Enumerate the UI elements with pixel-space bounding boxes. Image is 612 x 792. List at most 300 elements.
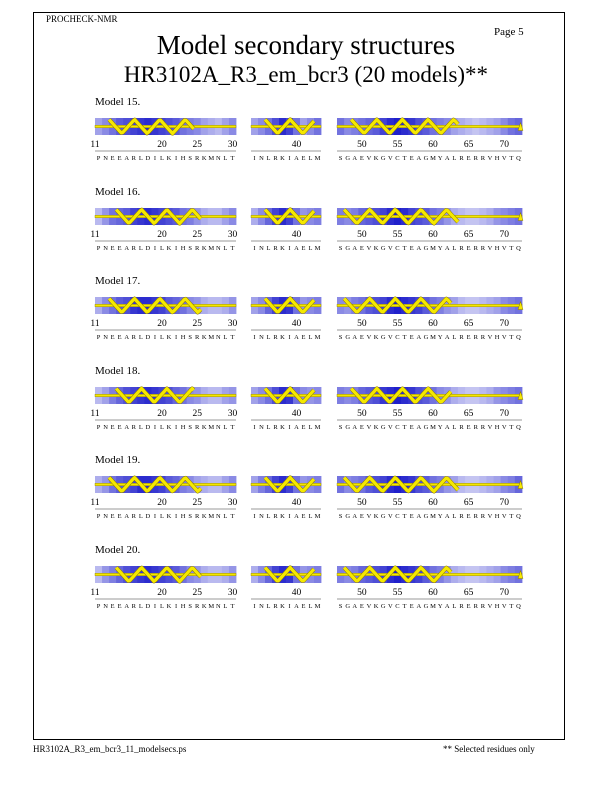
residue-tick-label: 55 xyxy=(392,498,403,508)
residue-letter: E xyxy=(409,423,414,431)
residue-letter: T xyxy=(509,513,514,520)
residue-letter: K xyxy=(373,334,379,341)
residue-letter: R xyxy=(273,155,278,162)
residue-letter: S xyxy=(188,513,192,520)
residue-letter: T xyxy=(509,155,514,162)
residue-letter: R xyxy=(195,423,200,431)
residue-letter: V xyxy=(388,334,393,341)
residue-letter: L xyxy=(223,513,228,520)
residue-letter: A xyxy=(294,513,299,520)
residue-letter: G xyxy=(423,244,429,252)
residue-letter: Q xyxy=(516,513,521,520)
residue-letter: E xyxy=(466,244,471,252)
residue-tick-label: 11 xyxy=(90,229,100,240)
residue-letter: G xyxy=(345,423,351,431)
secondary-structure-plot xyxy=(0,96,612,186)
residue-letter: K xyxy=(280,513,285,520)
residue-letter: L xyxy=(308,334,313,341)
residue-letter: E xyxy=(301,244,306,252)
residue-letter: E xyxy=(359,155,364,162)
sequence-segment xyxy=(337,476,523,520)
residue-letter: L xyxy=(138,423,143,431)
residue-tick-label: 20 xyxy=(157,319,167,329)
residue-tick-label: 70 xyxy=(499,140,509,150)
residue-letter: C xyxy=(395,423,400,431)
sequence-segment xyxy=(337,297,523,341)
secondary-structure-plot xyxy=(0,365,612,455)
residue-letter: A xyxy=(352,423,358,431)
residue-letter: L xyxy=(452,334,457,341)
residue-tick-label: 55 xyxy=(392,140,403,150)
residue-letter: S xyxy=(188,334,192,341)
residue-letter: L xyxy=(138,513,143,520)
sequence-segment xyxy=(251,387,321,431)
residue-letter: L xyxy=(138,244,143,252)
residue-letter: N xyxy=(259,244,264,252)
residue-tick-label: 40 xyxy=(291,319,302,329)
residue-tick-label: 25 xyxy=(192,319,202,329)
residue-letter: T xyxy=(402,602,407,610)
model-block xyxy=(0,365,612,455)
residue-letter: V xyxy=(487,423,493,431)
residue-letter: A xyxy=(124,513,130,520)
residue-letter: R xyxy=(473,244,478,252)
residue-letter: R xyxy=(131,602,136,610)
model-label: Model 20. xyxy=(95,543,141,556)
residue-letter: T xyxy=(402,155,407,162)
residue-letter: T xyxy=(402,244,407,252)
residue-letter: L xyxy=(308,513,313,520)
residue-letter: T xyxy=(230,423,235,431)
residue-tick-label: 50 xyxy=(357,140,367,150)
residue-letter: A xyxy=(124,334,130,341)
residue-letter: I xyxy=(153,155,157,162)
residue-tick-label: 25 xyxy=(192,229,202,240)
residue-letter: R xyxy=(480,513,486,520)
residue-letter: G xyxy=(345,244,351,252)
residue-letter: E xyxy=(301,334,306,341)
residue-letter: T xyxy=(230,602,235,610)
residue-letter: I xyxy=(174,423,178,431)
sequence-segment xyxy=(90,566,237,610)
residue-tick-label: 40 xyxy=(291,498,302,508)
residue-letter: I xyxy=(288,423,291,431)
residue-letter: N xyxy=(259,334,264,341)
residue-letter: V xyxy=(501,513,507,520)
residue-letter: M xyxy=(314,602,321,610)
residue-tick-label: 55 xyxy=(392,319,403,329)
residue-tick-label: 11 xyxy=(90,319,100,329)
residue-tick-label: 50 xyxy=(357,587,367,598)
residue-letter: Q xyxy=(516,155,521,162)
residue-letter: D xyxy=(145,244,151,252)
residue-letter: E xyxy=(409,244,414,252)
residue-letter: P xyxy=(96,423,101,431)
residue-tick-label: 40 xyxy=(291,140,302,150)
residue-letter: V xyxy=(366,155,372,162)
residue-letter: V xyxy=(501,423,507,431)
residue-letter: N xyxy=(103,244,108,252)
residue-letter: H xyxy=(180,155,186,162)
residue-letter: M xyxy=(208,423,215,431)
residue-letter: C xyxy=(395,513,400,520)
residue-tick-label: 11 xyxy=(90,587,100,598)
residue-letter: A xyxy=(294,423,299,431)
residue-letter: N xyxy=(259,513,264,520)
residue-tick-label: 60 xyxy=(428,587,438,598)
residue-letter: A xyxy=(352,155,358,162)
residue-letter: N xyxy=(259,423,264,431)
residue-letter: R xyxy=(131,244,136,252)
residue-tick-label: 60 xyxy=(428,319,438,329)
residue-letter: I xyxy=(288,602,291,610)
residue-letter: T xyxy=(509,602,514,610)
sequence-segment xyxy=(90,387,237,431)
residue-letter: G xyxy=(380,423,386,431)
residue-letter: I xyxy=(174,155,178,162)
residue-tick-label: 40 xyxy=(291,587,302,598)
residue-letter: V xyxy=(388,423,393,431)
residue-letter: E xyxy=(110,423,115,431)
residue-letter: I xyxy=(288,155,291,162)
residue-letter: V xyxy=(501,602,507,610)
residue-letter: I xyxy=(253,244,256,252)
sequence-segment xyxy=(251,566,321,610)
residue-letter: G xyxy=(423,513,429,520)
residue-letter: N xyxy=(259,155,264,162)
residue-letter: R xyxy=(273,602,278,610)
secondary-structure-plot xyxy=(0,275,612,365)
residue-tick-label: 30 xyxy=(227,498,238,508)
residue-letter: P xyxy=(96,334,101,341)
residue-letter: G xyxy=(380,244,386,252)
sequence-segment xyxy=(251,208,321,252)
model-block xyxy=(0,544,612,634)
residue-tick-label: 20 xyxy=(157,408,167,419)
residue-letter: A xyxy=(444,423,450,431)
residue-letter: K xyxy=(201,155,207,162)
residue-letter: A xyxy=(416,423,422,431)
residue-letter: Y xyxy=(437,423,443,431)
residue-letter: Q xyxy=(516,602,521,610)
residue-letter: D xyxy=(145,334,151,341)
residue-letter: K xyxy=(166,513,172,520)
residue-letter: L xyxy=(223,334,228,341)
residue-letter: M xyxy=(314,423,321,431)
footer-filename: HR3102A_R3_em_bcr3_11_modelsecs.ps xyxy=(33,744,187,754)
residue-letter: A xyxy=(124,244,130,252)
sequence-segment xyxy=(337,208,523,252)
residue-letter: G xyxy=(423,602,429,610)
residue-letter: K xyxy=(280,423,285,431)
residue-letter: H xyxy=(180,602,186,610)
residue-tick-label: 30 xyxy=(227,229,238,240)
residue-letter: H xyxy=(180,513,186,520)
residue-letter: V xyxy=(388,602,393,610)
residue-tick-label: 60 xyxy=(428,408,438,419)
residue-letter: K xyxy=(373,602,379,610)
residue-tick-label: 20 xyxy=(157,498,167,508)
residue-letter: G xyxy=(345,155,351,162)
residue-letter: S xyxy=(188,155,192,162)
residue-letter: G xyxy=(345,602,351,610)
residue-tick-label: 55 xyxy=(392,229,403,240)
residue-letter: E xyxy=(301,155,306,162)
residue-letter: V xyxy=(487,334,493,341)
residue-letter: N xyxy=(216,244,221,252)
residue-letter: R xyxy=(473,602,478,610)
residue-letter: K xyxy=(166,423,172,431)
residue-letter: L xyxy=(266,155,271,162)
residue-letter: R xyxy=(473,513,478,520)
sequence-segment xyxy=(337,566,523,610)
residue-letter: S xyxy=(188,423,192,431)
residue-letter: E xyxy=(466,602,471,610)
residue-letter: R xyxy=(480,244,486,252)
residue-letter: L xyxy=(223,155,228,162)
residue-letter: K xyxy=(373,513,379,520)
residue-letter: C xyxy=(395,602,400,610)
residue-letter: L xyxy=(266,334,271,341)
residue-letter: K xyxy=(280,155,285,162)
residue-letter: K xyxy=(201,513,207,520)
program-name: PROCHECK-NMR xyxy=(46,14,118,24)
model-label: Model 15. xyxy=(95,96,141,108)
residue-tick-label: 70 xyxy=(499,229,509,240)
residue-letter: R xyxy=(131,334,136,341)
residue-letter: Y xyxy=(437,513,443,520)
residue-letter: A xyxy=(416,244,422,252)
residue-letter: P xyxy=(96,155,101,162)
residue-letter: D xyxy=(145,513,151,520)
residue-letter: V xyxy=(366,423,372,431)
residue-tick-label: 30 xyxy=(227,587,238,598)
residue-letter: S xyxy=(188,244,192,252)
residue-tick-label: 11 xyxy=(90,140,100,150)
residue-letter: L xyxy=(138,334,143,341)
residue-letter: L xyxy=(159,244,164,252)
residue-letter: A xyxy=(444,513,450,520)
residue-letter: R xyxy=(473,155,478,162)
residue-letter: G xyxy=(380,513,386,520)
residue-letter: E xyxy=(359,244,364,252)
residue-letter: H xyxy=(494,334,500,341)
residue-letter: S xyxy=(338,155,343,162)
residue-letter: N xyxy=(216,602,221,610)
residue-letter: M xyxy=(208,155,215,162)
residue-letter: E xyxy=(301,513,306,520)
residue-letter: R xyxy=(459,602,464,610)
residue-letter: L xyxy=(159,602,164,610)
residue-letter: K xyxy=(166,602,172,610)
residue-letter: D xyxy=(145,602,151,610)
residue-letter: A xyxy=(416,155,422,162)
residue-letter: L xyxy=(223,602,228,610)
residue-tick-label: 40 xyxy=(291,229,302,240)
residue-letter: I xyxy=(174,513,178,520)
residue-letter: R xyxy=(131,513,136,520)
residue-tick-label: 65 xyxy=(463,319,474,329)
residue-letter: Y xyxy=(437,244,443,252)
residue-letter: I xyxy=(253,602,256,610)
residue-letter: L xyxy=(159,423,164,431)
residue-letter: E xyxy=(110,244,115,252)
residue-letter: E xyxy=(359,423,364,431)
residue-letter: R xyxy=(195,602,200,610)
residue-letter: V xyxy=(487,155,493,162)
residue-letter: I xyxy=(153,602,157,610)
residue-letter: I xyxy=(153,334,157,341)
residue-letter: K xyxy=(280,244,285,252)
residue-tick-label: 70 xyxy=(499,587,509,598)
residue-letter: K xyxy=(280,334,285,341)
residue-tick-label: 65 xyxy=(463,229,474,240)
residue-letter: M xyxy=(314,244,321,252)
model-block xyxy=(0,96,612,186)
residue-letter: K xyxy=(201,423,207,431)
residue-letter: R xyxy=(480,334,486,341)
residue-letter: E xyxy=(409,513,414,520)
residue-letter: R xyxy=(459,334,464,341)
residue-letter: R xyxy=(273,513,278,520)
sequence-segment xyxy=(251,297,321,341)
residue-letter: M xyxy=(208,244,215,252)
residue-letter: C xyxy=(395,334,400,341)
residue-tick-label: 65 xyxy=(463,587,474,598)
residue-tick-label: 50 xyxy=(357,229,367,240)
residue-letter: G xyxy=(423,155,429,162)
residue-letter: L xyxy=(266,423,271,431)
sequence-segment xyxy=(251,118,321,162)
residue-letter: G xyxy=(380,334,386,341)
residue-letter: N xyxy=(103,602,108,610)
residue-letter: I xyxy=(153,513,157,520)
residue-letter: N xyxy=(103,423,108,431)
residue-letter: P xyxy=(96,244,101,252)
residue-letter: G xyxy=(423,334,429,341)
residue-tick-label: 55 xyxy=(392,408,403,419)
residue-letter: A xyxy=(294,334,299,341)
residue-letter: H xyxy=(494,155,500,162)
residue-letter: R xyxy=(473,334,478,341)
residue-tick-label: 11 xyxy=(90,498,100,508)
residue-letter: A xyxy=(444,155,450,162)
residue-letter: G xyxy=(423,423,429,431)
residue-letter: A xyxy=(416,513,422,520)
residue-letter: R xyxy=(480,155,486,162)
residue-letter: R xyxy=(480,423,486,431)
residue-letter: E xyxy=(466,334,471,341)
residue-letter: E xyxy=(466,155,471,162)
sequence-segment xyxy=(90,118,237,162)
residue-letter: V xyxy=(501,155,507,162)
residue-letter: A xyxy=(444,244,450,252)
residue-letter: E xyxy=(409,155,414,162)
residue-letter: R xyxy=(195,155,200,162)
page-subtitle: HR3102A_R3_em_bcr3 (20 models)** xyxy=(123,62,489,87)
residue-letter: A xyxy=(444,602,450,610)
residue-letter: G xyxy=(345,334,351,341)
residue-letter: K xyxy=(280,602,285,610)
residue-letter: G xyxy=(380,155,386,162)
residue-letter: T xyxy=(509,423,514,431)
model-block xyxy=(0,275,612,365)
residue-letter: A xyxy=(352,334,358,341)
residue-letter: L xyxy=(452,513,457,520)
residue-letter: G xyxy=(380,602,386,610)
residue-letter: N xyxy=(103,155,108,162)
residue-letter: K xyxy=(373,244,379,252)
residue-letter: V xyxy=(487,602,493,610)
sequence-segment xyxy=(90,297,237,341)
residue-letter: T xyxy=(509,334,514,341)
residue-letter: E xyxy=(110,155,115,162)
residue-letter: T xyxy=(402,513,407,520)
residue-letter: G xyxy=(345,513,351,520)
residue-tick-label: 70 xyxy=(499,319,509,329)
residue-tick-label: 50 xyxy=(357,498,367,508)
residue-letter: K xyxy=(373,155,379,162)
residue-tick-label: 30 xyxy=(227,319,238,329)
residue-letter: L xyxy=(266,602,271,610)
residue-letter: Q xyxy=(516,334,521,341)
residue-letter: R xyxy=(131,155,136,162)
residue-letter: E xyxy=(359,334,364,341)
residue-letter: I xyxy=(253,513,256,520)
residue-tick-label: 25 xyxy=(192,140,202,150)
residue-letter: L xyxy=(308,423,313,431)
residue-letter: M xyxy=(314,334,321,341)
residue-letter: K xyxy=(373,423,379,431)
sequence-segment xyxy=(337,387,523,431)
residue-letter: E xyxy=(117,602,122,610)
residue-tick-label: 20 xyxy=(157,587,167,598)
residue-letter: A xyxy=(444,334,450,341)
residue-tick-label: 30 xyxy=(227,408,238,419)
residue-tick-label: 65 xyxy=(463,408,474,419)
residue-letter: E xyxy=(359,513,364,520)
residue-letter: L xyxy=(223,244,228,252)
residue-letter: L xyxy=(159,155,164,162)
residue-tick-label: 70 xyxy=(499,408,509,419)
residue-letter: I xyxy=(253,155,256,162)
residue-tick-label: 65 xyxy=(463,498,474,508)
residue-letter: I xyxy=(153,244,157,252)
sequence-segment xyxy=(90,208,237,252)
residue-letter: C xyxy=(395,155,400,162)
residue-letter: M xyxy=(430,423,436,431)
residue-letter: L xyxy=(266,244,271,252)
sequence-segment xyxy=(337,118,523,162)
residue-letter: I xyxy=(253,423,256,431)
residue-letter: V xyxy=(388,513,393,520)
model-block xyxy=(0,454,612,544)
residue-letter: A xyxy=(124,602,130,610)
coil-line xyxy=(337,125,522,127)
residue-letter: L xyxy=(138,602,143,610)
residue-letter: Q xyxy=(516,423,521,431)
residue-letter: N xyxy=(103,513,108,520)
residue-letter: L xyxy=(138,155,143,162)
page-title: Model secondary structures xyxy=(156,30,456,60)
residue-letter: S xyxy=(188,602,192,610)
residue-letter: T xyxy=(402,334,407,341)
secondary-structure-plot xyxy=(0,454,612,544)
residue-letter: K xyxy=(166,334,172,341)
residue-tick-label: 55 xyxy=(392,587,403,598)
residue-letter: A xyxy=(352,244,358,252)
residue-letter: A xyxy=(416,334,422,341)
